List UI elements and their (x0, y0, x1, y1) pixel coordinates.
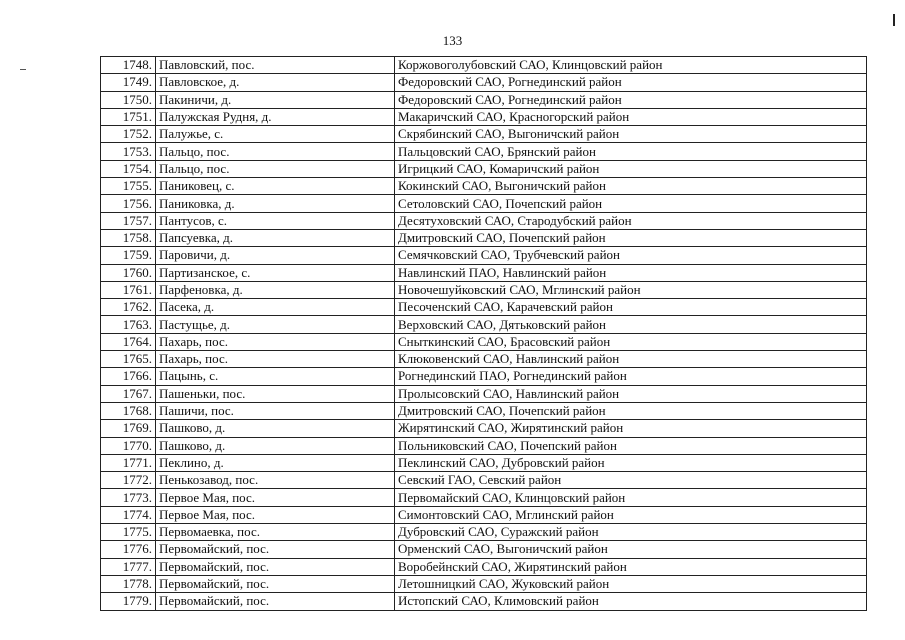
row-number: 1758. (101, 229, 156, 246)
settlements-table (100, 56, 867, 611)
row-number: 1767. (101, 385, 156, 402)
row-number: 1752. (101, 126, 156, 143)
row-number: 1754. (101, 160, 156, 177)
administrative-unit: Федоровский САО, Рогнединский район (395, 91, 867, 108)
row-number: 1757. (101, 212, 156, 229)
administrative-unit: Севский ГАО, Севский район (395, 472, 867, 489)
administrative-unit: Макаричский САО, Красногорский район (395, 108, 867, 125)
row-number: 1763. (101, 316, 156, 333)
table-row (101, 299, 867, 316)
scan-artifact (20, 69, 26, 70)
settlement-name: Первомаевка, пос. (156, 524, 395, 541)
administrative-unit: Летошницкий САО, Жуковский район (395, 575, 867, 592)
row-number: 1772. (101, 472, 156, 489)
table-row (101, 524, 867, 541)
administrative-unit: Первомайский САО, Клинцовский район (395, 489, 867, 506)
administrative-unit: Федоровский САО, Рогнединский район (395, 74, 867, 91)
administrative-unit: Рогнединский ПАО, Рогнединский район (395, 368, 867, 385)
table-row (101, 281, 867, 298)
row-number: 1771. (101, 454, 156, 471)
settlement-name: Палужская Рудня, д. (156, 108, 395, 125)
table-row (101, 420, 867, 437)
row-number: 1762. (101, 299, 156, 316)
administrative-unit: Пальцовский САО, Брянский район (395, 143, 867, 160)
row-number: 1753. (101, 143, 156, 160)
settlement-name: Паниковка, д. (156, 195, 395, 212)
table-row (101, 454, 867, 471)
settlement-name: Первое Мая, пос. (156, 489, 395, 506)
row-number: 1751. (101, 108, 156, 125)
row-number: 1748. (101, 57, 156, 74)
settlement-name: Пастущье, д. (156, 316, 395, 333)
table-row (101, 351, 867, 368)
table-row (101, 541, 867, 558)
settlement-name: Палужье, с. (156, 126, 395, 143)
row-number: 1749. (101, 74, 156, 91)
administrative-unit: Дмитровский САО, Почепский район (395, 402, 867, 419)
table-row (101, 91, 867, 108)
row-number: 1777. (101, 558, 156, 575)
table-row (101, 506, 867, 523)
table-row (101, 333, 867, 350)
row-number: 1756. (101, 195, 156, 212)
settlement-name: Пацынь, с. (156, 368, 395, 385)
settlement-name: Парфеновка, д. (156, 281, 395, 298)
administrative-unit: Дубровский САО, Суражский район (395, 524, 867, 541)
settlement-name: Паровичи, д. (156, 247, 395, 264)
table-row (101, 593, 867, 610)
settlement-name: Пашково, д. (156, 420, 395, 437)
table-row (101, 316, 867, 333)
administrative-unit: Скрябинский САО, Выгоничский район (395, 126, 867, 143)
row-number: 1769. (101, 420, 156, 437)
administrative-unit: Верховский САО, Дятьковский район (395, 316, 867, 333)
settlement-name: Пасека, д. (156, 299, 395, 316)
administrative-unit: Дмитровский САО, Почепский район (395, 229, 867, 246)
settlement-name: Папсуевка, д. (156, 229, 395, 246)
administrative-unit: Пролысовский САО, Навлинский район (395, 385, 867, 402)
page-number: 133 (442, 33, 463, 48)
table-row (101, 489, 867, 506)
table-row (101, 229, 867, 246)
administrative-unit: Сетоловский САО, Почепский район (395, 195, 867, 212)
row-number: 1768. (101, 402, 156, 419)
settlement-name: Пахарь, пос. (156, 351, 395, 368)
settlement-name: Пашеньки, пос. (156, 385, 395, 402)
row-number: 1774. (101, 506, 156, 523)
administrative-unit: Кокинский САО, Выгоничский район (395, 178, 867, 195)
administrative-unit: Песоченский САО, Карачевский район (395, 299, 867, 316)
table-row (101, 247, 867, 264)
row-number: 1764. (101, 333, 156, 350)
administrative-unit: Жирятинский САО, Жирятинский район (395, 420, 867, 437)
row-number: 1750. (101, 91, 156, 108)
row-number: 1760. (101, 264, 156, 281)
settlement-name: Павловский, пос. (156, 57, 395, 74)
row-number: 1775. (101, 524, 156, 541)
settlement-name: Первомайский, пос. (156, 541, 395, 558)
row-number: 1761. (101, 281, 156, 298)
table-row (101, 160, 867, 177)
administrative-unit: Игрицкий САО, Комаричский район (395, 160, 867, 177)
table-row (101, 195, 867, 212)
settlement-name: Первомайский, пос. (156, 558, 395, 575)
administrative-unit: Пеклинский САО, Дубровский район (395, 454, 867, 471)
row-number: 1765. (101, 351, 156, 368)
settlement-name: Партизанское, с. (156, 264, 395, 281)
administrative-unit: Воробейнский САО, Жирятинский район (395, 558, 867, 575)
settlement-name: Павловское, д. (156, 74, 395, 91)
settlement-name: Первое Мая, пос. (156, 506, 395, 523)
settlement-name: Пальцо, пос. (156, 143, 395, 160)
administrative-unit: Семячковский САО, Трубчевский район (395, 247, 867, 264)
settlement-name: Пакиничи, д. (156, 91, 395, 108)
table-row (101, 57, 867, 74)
administrative-unit: Навлинский ПАО, Навлинский район (395, 264, 867, 281)
settlement-name: Пеклино, д. (156, 454, 395, 471)
table-row (101, 368, 867, 385)
settlement-name: Первомайский, пос. (156, 593, 395, 610)
settlement-name: Пенькозавод, пос. (156, 472, 395, 489)
row-number: 1770. (101, 437, 156, 454)
settlement-name: Пашково, д. (156, 437, 395, 454)
settlement-name: Паниковец, с. (156, 178, 395, 195)
settlement-name: Пашичи, пос. (156, 402, 395, 419)
settlement-name: Пантусов, с. (156, 212, 395, 229)
table-row (101, 472, 867, 489)
row-number: 1766. (101, 368, 156, 385)
row-number: 1773. (101, 489, 156, 506)
table-row (101, 558, 867, 575)
administrative-unit: Коржовоголубовский САО, Клинцовский район (395, 57, 867, 74)
settlement-name: Первомайский, пос. (156, 575, 395, 592)
table-row (101, 143, 867, 160)
row-number: 1759. (101, 247, 156, 264)
settlement-name: Пальцо, пос. (156, 160, 395, 177)
row-number: 1779. (101, 593, 156, 610)
settlement-name: Пахарь, пос. (156, 333, 395, 350)
administrative-unit: Польниковский САО, Почепский район (395, 437, 867, 454)
row-number: 1778. (101, 575, 156, 592)
administrative-unit: Орменский САО, Выгоничский район (395, 541, 867, 558)
row-number: 1776. (101, 541, 156, 558)
administrative-unit: Новочешуйковский САО, Мглинский район (395, 281, 867, 298)
administrative-unit: Клюковенский САО, Навлинский район (395, 351, 867, 368)
table-row (101, 178, 867, 195)
table-row (101, 385, 867, 402)
table-row (101, 212, 867, 229)
table-row (101, 437, 867, 454)
row-number: 1755. (101, 178, 156, 195)
administrative-unit: Сныткинский САО, Брасовский район (395, 333, 867, 350)
administrative-unit: Десятуховский САО, Стародубский район (395, 212, 867, 229)
settlements-table-body (101, 57, 867, 611)
table-row (101, 108, 867, 125)
table-row (101, 74, 867, 91)
table-row (101, 126, 867, 143)
administrative-unit: Истопский САО, Климовский район (395, 593, 867, 610)
table-row (101, 264, 867, 281)
table-row (101, 575, 867, 592)
scan-mark (893, 14, 895, 26)
table-row (101, 402, 867, 419)
administrative-unit: Симонтовский САО, Мглинский район (395, 506, 867, 523)
